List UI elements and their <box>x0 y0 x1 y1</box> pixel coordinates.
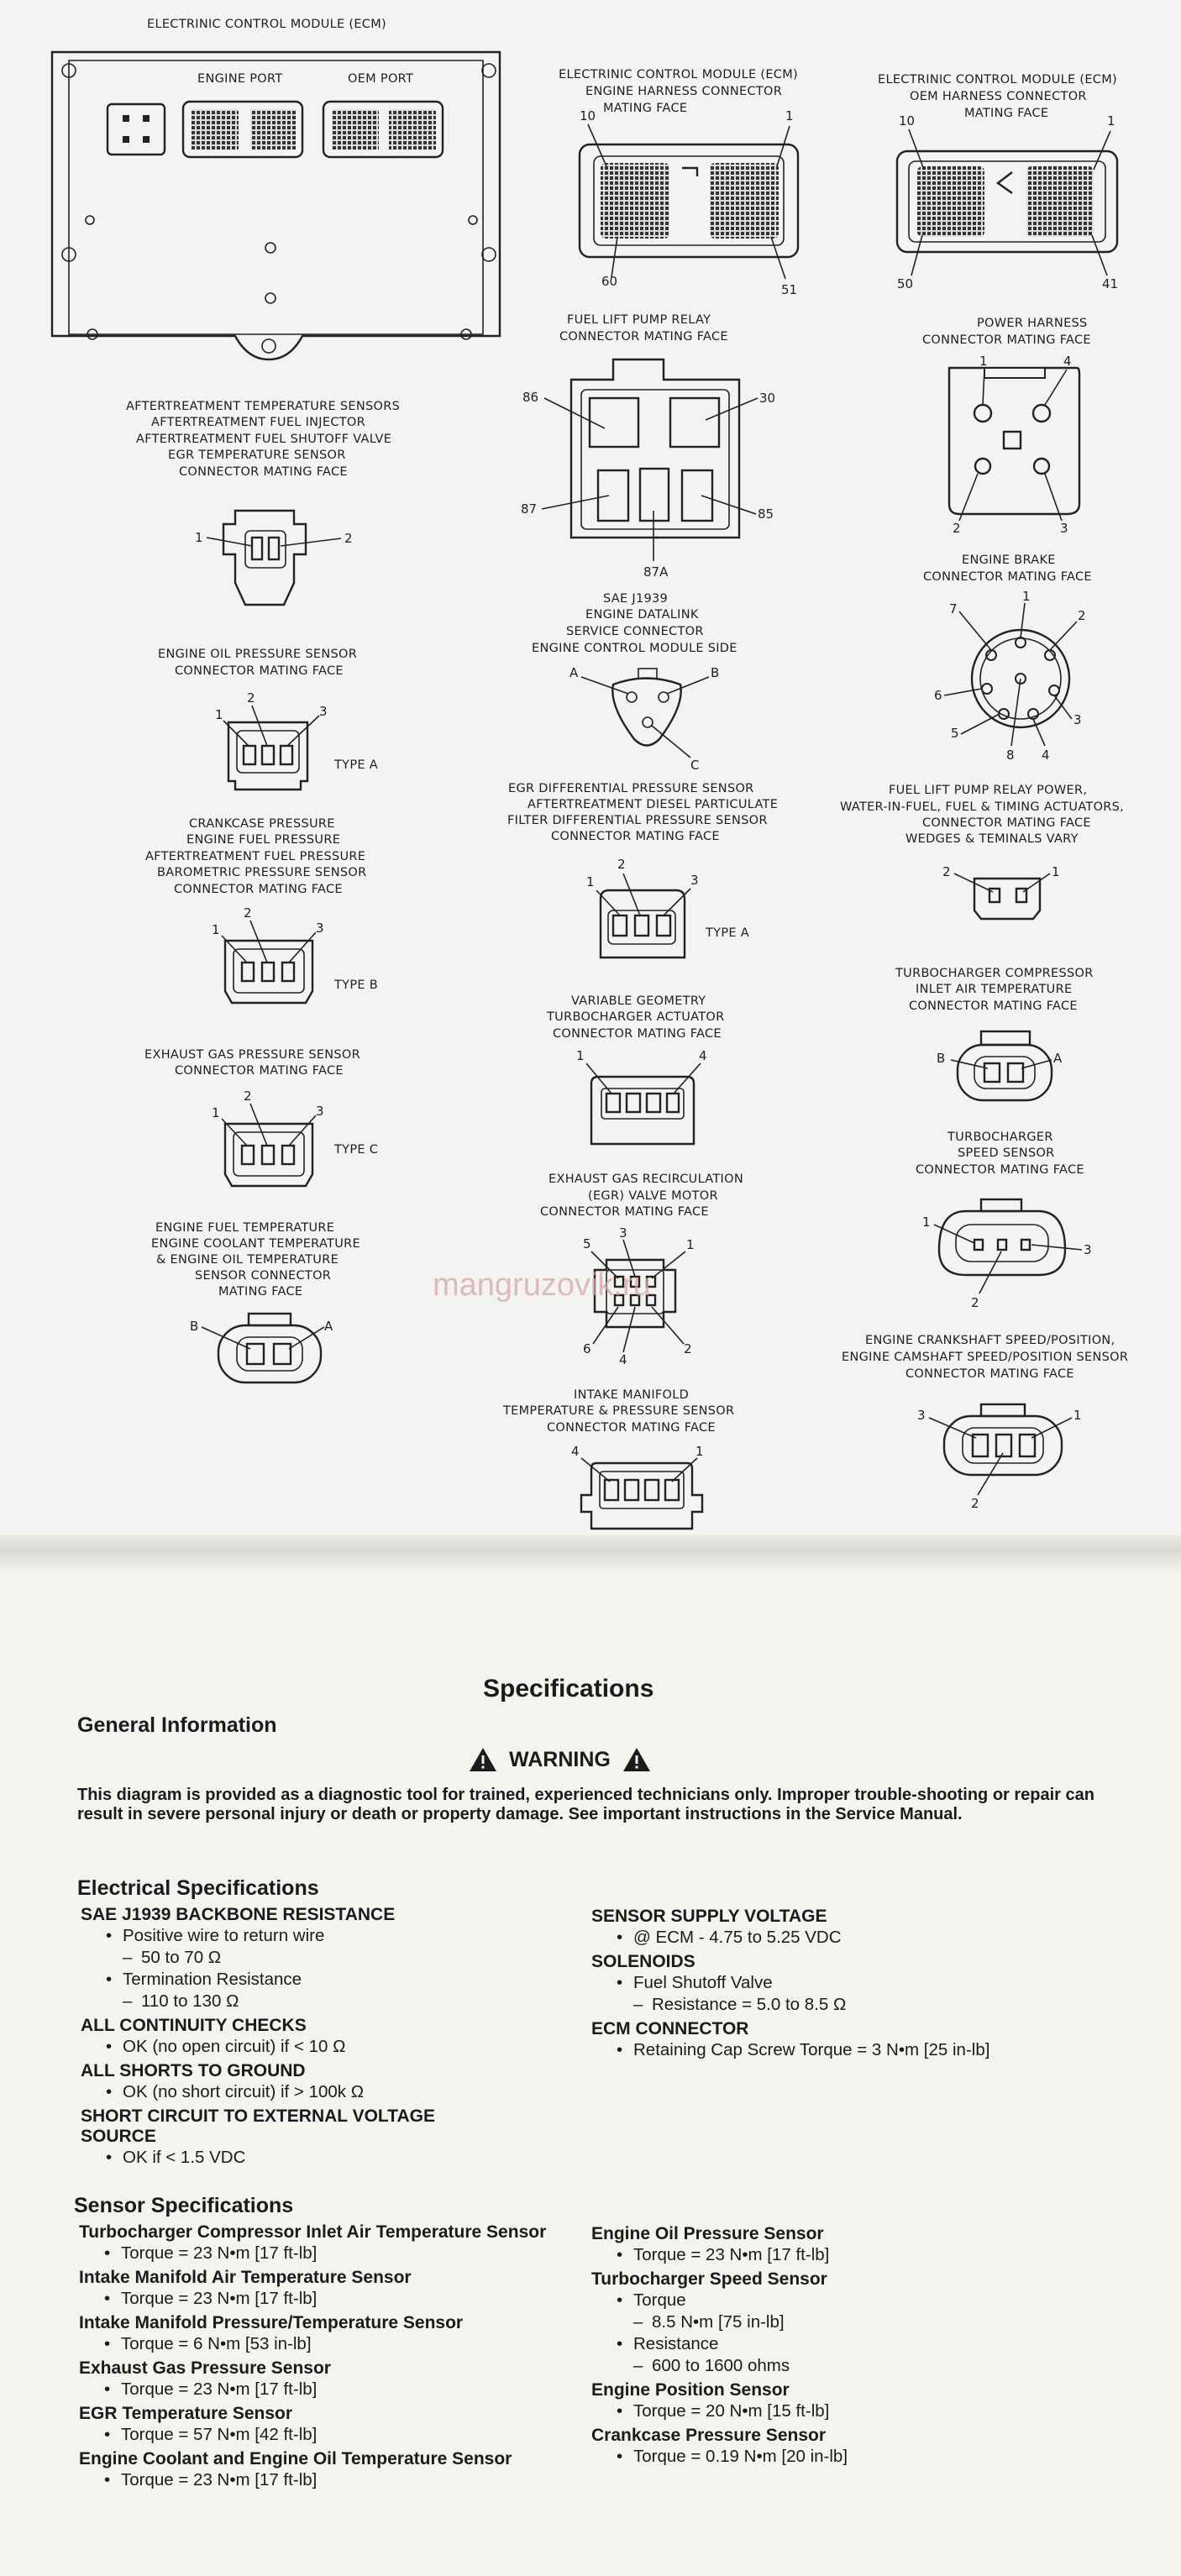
svg-text:ENGINE CONTROL MODULE SIDE: ENGINE CONTROL MODULE SIDE <box>532 642 737 655</box>
spec-bullet: • Termination Resistance <box>106 1970 302 1989</box>
bullet-icon: • <box>617 2245 623 2264</box>
svg-text:A: A <box>1053 1051 1063 1066</box>
svg-text:60: 60 <box>601 274 618 289</box>
svg-text:INTAKE MANIFOLD: INTAKE MANIFOLD <box>574 1388 690 1402</box>
svg-text:51: 51 <box>781 282 798 297</box>
svg-text:ENGINE FUEL PRESSURE: ENGINE FUEL PRESSURE <box>186 833 341 847</box>
vgt-actuator-connector <box>546 994 724 1144</box>
svg-text:1: 1 <box>215 707 223 722</box>
dash-icon: – <box>633 2356 643 2375</box>
svg-text:ENGINE BRAKE: ENGINE BRAKE <box>962 553 1056 567</box>
fuel-lift-relay-connector <box>521 313 775 580</box>
spec-bullet: • Torque = 23 N•m [17 ft-lb] <box>104 2243 318 2263</box>
svg-text:2: 2 <box>684 1341 692 1356</box>
svg-text:41: 41 <box>1102 276 1119 291</box>
svg-text:ENGINE COOLANT TEMPERATURE: ENGINE COOLANT TEMPERATURE <box>151 1237 360 1251</box>
svg-text:87: 87 <box>521 501 538 517</box>
bullet-icon: • <box>104 2243 111 2263</box>
warning-text: This diagram is provided as a diagnostic tool for trained, experienced technicians only. Improper trouble-shooting or repair can result in severe personal injury or death or property damage. See important instructions in the Service Manual. <box>77 1786 1094 1823</box>
spec-heading: SAE J1939 BACKBONE RESISTANCE <box>81 1905 396 1924</box>
spec-heading: SHORT CIRCUIT TO EXTERNAL VOLTAGE SOURCE <box>81 2106 435 2146</box>
spec-bullet: • Positive wire to return wire <box>106 1926 325 1945</box>
svg-text:2: 2 <box>971 1295 979 1310</box>
specs-title: Specifications <box>483 1675 654 1702</box>
svg-text:(EGR) VALVE MOTOR: (EGR) VALVE MOTOR <box>588 1189 718 1203</box>
exhaust-gas-pressure-connector <box>144 1048 378 1186</box>
spec-bullet: • Resistance <box>617 2334 719 2353</box>
spec-bullet: • Torque <box>617 2290 686 2310</box>
bullet-icon: • <box>104 2289 111 2308</box>
svg-text:ENGINE CAMSHAFT SPEED/POSITION: ENGINE CAMSHAFT SPEED/POSITION SENSOR <box>842 1351 1129 1364</box>
spec-bullet: • OK (no open circuit) if < 10 Ω <box>106 2037 346 2056</box>
svg-text:50: 50 <box>897 276 914 291</box>
egr-diff-pressure-connector <box>507 782 778 957</box>
bullet-icon: • <box>617 2334 623 2353</box>
page-fold <box>0 1535 1181 1572</box>
spec-bullet: • OK if < 1.5 VDC <box>106 2148 246 2167</box>
spec-heading: ALL CONTINUITY CHECKS <box>81 2016 307 2035</box>
svg-text:1: 1 <box>686 1237 695 1252</box>
svg-text:3: 3 <box>619 1225 627 1241</box>
oem-port-label: OEM PORT <box>348 72 414 86</box>
svg-text:TURBOCHARGER ACTUATOR: TURBOCHARGER ACTUATOR <box>547 1010 725 1024</box>
sensor-specs-right <box>591 2224 1104 2468</box>
svg-text:AFTERTREATMENT FUEL INJECTOR: AFTERTREATMENT FUEL INJECTOR <box>151 416 366 429</box>
svg-text:CONNECTOR MATING FACE: CONNECTOR MATING FACE <box>922 816 1091 830</box>
spec-detail: – 110 to 130 Ω <box>123 1991 239 2011</box>
svg-text:CONNECTOR MATING FACE: CONNECTOR MATING FACE <box>559 330 728 344</box>
spec-heading: Intake Manifold Air Temperature Sensor <box>79 2268 412 2287</box>
svg-text:2: 2 <box>953 521 961 536</box>
bullet-icon: • <box>617 1973 623 1992</box>
fuel-lift-power-connector <box>840 784 1124 919</box>
spec-heading: ALL SHORTS TO GROUND <box>81 2061 306 2080</box>
general-info-heading: General Information <box>77 1713 277 1737</box>
svg-text:FILTER DIFFERENTIAL PRESSURE S: FILTER DIFFERENTIAL PRESSURE SENSOR <box>507 814 768 827</box>
fuel-temperature-connector <box>151 1221 360 1382</box>
svg-text:6: 6 <box>583 1341 591 1356</box>
bullet-icon: • <box>106 2148 113 2167</box>
bullet-icon: • <box>104 2379 111 2399</box>
svg-text:SPEED SENSOR: SPEED SENSOR <box>958 1146 1055 1160</box>
bullet-icon: • <box>104 2425 111 2444</box>
dash-icon: – <box>633 2312 643 2332</box>
svg-text:TURBOCHARGER: TURBOCHARGER <box>947 1131 1053 1144</box>
svg-text:2: 2 <box>344 531 353 546</box>
svg-text:AFTERTREATMENT FUEL SHUTOFF VA: AFTERTREATMENT FUEL SHUTOFF VALVE <box>136 433 392 446</box>
spec-heading: Turbocharger Compressor Inlet Air Temperature Sensor <box>79 2222 547 2242</box>
svg-text:3: 3 <box>690 873 699 888</box>
electrical-specs-left <box>81 1905 509 2169</box>
svg-text:1: 1 <box>1073 1408 1082 1423</box>
svg-text:CONNECTOR MATING FACE: CONNECTOR MATING FACE <box>916 1163 1084 1177</box>
svg-text:10: 10 <box>580 108 596 123</box>
svg-text:8: 8 <box>1006 748 1015 763</box>
svg-text:CONNECTOR MATING FACE: CONNECTOR MATING FACE <box>547 1421 716 1435</box>
intake-manifold-connector <box>502 1388 734 1529</box>
svg-text:OEM HARNESS CONNECTOR: OEM HARNESS CONNECTOR <box>910 90 1087 103</box>
bullet-icon: • <box>106 2082 113 2101</box>
svg-text:1: 1 <box>979 354 988 369</box>
svg-text:3: 3 <box>1084 1242 1092 1257</box>
svg-text:TEMPERATURE & PRESSURE SENSOR: TEMPERATURE & PRESSURE SENSOR <box>503 1404 735 1418</box>
svg-text:2: 2 <box>971 1496 979 1511</box>
spec-heading: Exhaust Gas Pressure Sensor <box>79 2358 331 2378</box>
svg-text:B: B <box>711 665 720 680</box>
engine-harness-connector <box>559 68 798 297</box>
svg-text:TYPE A: TYPE A <box>334 758 378 772</box>
spec-bullet: • Torque = 23 N•m [17 ft-lb] <box>617 2245 830 2264</box>
svg-text:ENGINE HARNESS CONNECTOR: ENGINE HARNESS CONNECTOR <box>585 85 783 98</box>
svg-text:3: 3 <box>316 921 324 936</box>
bullet-icon: • <box>106 1970 113 1989</box>
svg-text:87A: 87A <box>643 564 669 580</box>
svg-text:4: 4 <box>1063 354 1072 369</box>
svg-text:AFTERTREATMENT TEMPERATURE SEN: AFTERTREATMENT TEMPERATURE SENSORS <box>126 400 401 413</box>
svg-text:2: 2 <box>942 864 951 879</box>
oil-pressure-connector <box>158 648 378 790</box>
svg-text:7: 7 <box>949 601 958 616</box>
svg-text:1: 1 <box>212 1105 220 1120</box>
svg-text:ENGINE OIL PRESSURE SENSOR: ENGINE OIL PRESSURE SENSOR <box>158 648 358 661</box>
svg-text:85: 85 <box>758 506 774 522</box>
spec-bullet: • OK (no short circuit) if > 100k Ω <box>106 2082 365 2101</box>
svg-text:B: B <box>190 1319 199 1334</box>
svg-text:2: 2 <box>247 690 255 706</box>
svg-text:A: A <box>570 665 579 680</box>
svg-text:CRANKCASE PRESSURE: CRANKCASE PRESSURE <box>189 817 335 831</box>
svg-text:INLET AIR TEMPERATURE: INLET AIR TEMPERATURE <box>916 983 1073 996</box>
svg-text:3: 3 <box>1060 521 1068 536</box>
svg-text:30: 30 <box>759 391 776 406</box>
spec-bullet: • Torque = 23 N•m [17 ft-lb] <box>104 2470 318 2489</box>
svg-text:CONNECTOR MATING FACE: CONNECTOR MATING FACE <box>909 999 1078 1013</box>
spec-detail: – 8.5 N•m [75 in-lb] <box>633 2312 785 2332</box>
crankcase-pressure-connector <box>145 817 378 1003</box>
engine-port-label: ENGINE PORT <box>197 72 283 86</box>
svg-text:AFTERTREATMENT DIESEL PARTICUL: AFTERTREATMENT DIESEL PARTICULATE <box>528 798 779 811</box>
svg-text:4: 4 <box>571 1444 580 1459</box>
warning-label: WARNING <box>509 1747 611 1771</box>
spec-bullet: • Torque = 57 N•m [42 ft-lb] <box>104 2425 318 2444</box>
svg-text:WATER-IN-FUEL, FUEL & TIMING A: WATER-IN-FUEL, FUEL & TIMING ACTUATORS, <box>840 800 1125 814</box>
dash-icon: – <box>633 1995 643 2014</box>
svg-text:1: 1 <box>785 108 794 123</box>
svg-text:& ENGINE OIL TEMPERATURE: & ENGINE OIL TEMPERATURE <box>156 1253 339 1267</box>
svg-text:5: 5 <box>583 1236 591 1251</box>
svg-text:CONNECTOR MATING FACE: CONNECTOR MATING FACE <box>905 1367 1074 1381</box>
ecm-module <box>52 18 500 359</box>
svg-text:CONNECTOR MATING FACE: CONNECTOR MATING FACE <box>553 1027 722 1041</box>
svg-text:6: 6 <box>934 688 942 703</box>
spec-detail: – 600 to 1600 ohms <box>633 2356 790 2375</box>
svg-text:ELECTRINIC CONTROL MODULE (ECM: ELECTRINIC CONTROL MODULE (ECM) <box>559 68 798 81</box>
bullet-icon: • <box>106 1926 113 1945</box>
spec-heading: Crankcase Pressure Sensor <box>591 2426 826 2445</box>
j1939-datalink-connector <box>532 592 737 773</box>
svg-text:1: 1 <box>695 1444 704 1459</box>
power-harness-connector <box>922 317 1091 536</box>
turbo-inlet-temp-connector <box>895 967 1094 1100</box>
svg-text:VARIABLE GEOMETRY: VARIABLE GEOMETRY <box>571 994 706 1008</box>
svg-text:EGR TEMPERATURE SENSOR: EGR TEMPERATURE SENSOR <box>168 449 346 462</box>
svg-text:3: 3 <box>319 704 328 719</box>
svg-text:10: 10 <box>899 113 916 129</box>
svg-text:TURBOCHARGER COMPRESSOR: TURBOCHARGER COMPRESSOR <box>895 967 1094 980</box>
sensor-specs-left <box>79 2222 549 2491</box>
svg-text:1: 1 <box>1052 864 1060 879</box>
spec-heading: Engine Position Sensor <box>591 2380 790 2400</box>
bullet-icon: • <box>617 2040 623 2059</box>
spec-heading: Engine Coolant and Engine Oil Temperature Sensor <box>79 2449 512 2468</box>
svg-text:EGR DIFFERENTIAL PRESSURE SENS: EGR DIFFERENTIAL PRESSURE SENSOR <box>508 782 754 795</box>
svg-text:MATING FACE: MATING FACE <box>964 107 1049 120</box>
svg-text:EXHAUST GAS RECIRCULATION: EXHAUST GAS RECIRCULATION <box>549 1173 743 1186</box>
sensor-specs-heading: Sensor Specifications <box>74 2194 294 2217</box>
svg-text:CONNECTOR MATING FACE: CONNECTOR MATING FACE <box>922 333 1091 347</box>
bullet-icon: • <box>104 2470 111 2489</box>
svg-text:POWER HARNESS: POWER HARNESS <box>977 317 1088 330</box>
oem-harness-connector <box>878 73 1118 291</box>
svg-text:1: 1 <box>922 1215 931 1230</box>
spec-bullet: • @ ECM - 4.75 to 5.25 VDC <box>617 1928 842 1947</box>
spec-bullet: • Torque = 20 N•m [15 ft-lb] <box>617 2401 830 2421</box>
svg-text:FUEL LIFT PUMP RELAY POWER,: FUEL LIFT PUMP RELAY POWER, <box>889 784 1088 797</box>
bullet-icon: • <box>617 2401 623 2421</box>
dash-icon: – <box>123 1991 133 2011</box>
svg-text:CONNECTOR MATING FACE: CONNECTOR MATING FACE <box>551 830 720 843</box>
spec-heading: Intake Manifold Pressure/Temperature Sensor <box>79 2313 464 2332</box>
watermark: mangruzovik.ru <box>433 1267 651 1303</box>
svg-text:A: A <box>324 1319 333 1334</box>
spec-bullet: • Fuel Shutoff Valve <box>617 1973 773 1992</box>
svg-text:ENGINE CRANKSHAFT SPEED/POSITI: ENGINE CRANKSHAFT SPEED/POSITION, <box>865 1334 1115 1347</box>
svg-text:ENGINE DATALINK: ENGINE DATALINK <box>585 608 699 622</box>
svg-text:MATING FACE: MATING FACE <box>603 102 688 115</box>
svg-text:2: 2 <box>244 1089 252 1104</box>
spec-heading: SENSOR SUPPLY VOLTAGE <box>591 1907 827 1926</box>
svg-text:5: 5 <box>951 726 959 741</box>
svg-text:CONNECTOR MATING FACE: CONNECTOR MATING FACE <box>179 465 348 479</box>
svg-text:BAROMETRIC PRESSURE SENSOR: BAROMETRIC PRESSURE SENSOR <box>157 866 367 879</box>
svg-text:FUEL LIFT PUMP RELAY: FUEL LIFT PUMP RELAY <box>567 313 711 327</box>
svg-text:1: 1 <box>195 530 203 545</box>
svg-text:ELECTRINIC CONTROL MODULE (ECM: ELECTRINIC CONTROL MODULE (ECM) <box>878 73 1117 87</box>
turbo-speed-sensor-connector <box>916 1131 1092 1310</box>
svg-text:WEDGES & TEMINALS VARY: WEDGES & TEMINALS VARY <box>905 832 1079 846</box>
svg-text:TYPE A: TYPE A <box>706 926 749 940</box>
spec-heading: ECM CONNECTOR <box>591 2019 749 2038</box>
crankshaft-speed-connector <box>842 1334 1128 1511</box>
spec-bullet: • Torque = 23 N•m [17 ft-lb] <box>104 2379 318 2399</box>
specifications-section <box>0 1572 1181 2576</box>
spec-bullet: • Torque = 0.19 N•m [20 in-lb] <box>617 2447 848 2466</box>
svg-text:2: 2 <box>244 905 252 921</box>
svg-text:1: 1 <box>586 874 595 889</box>
svg-text:86: 86 <box>522 390 539 405</box>
aftertreatment-temp-connector <box>126 400 400 605</box>
svg-text:SAE J1939: SAE J1939 <box>603 592 669 606</box>
electrical-specs-heading: Electrical Specifications <box>77 1876 319 1900</box>
svg-text:AFTERTREATMENT FUEL PRESSURE: AFTERTREATMENT FUEL PRESSURE <box>145 850 366 863</box>
svg-text:1: 1 <box>1107 113 1115 129</box>
bullet-icon: • <box>617 2290 623 2310</box>
svg-text:3: 3 <box>1073 712 1082 727</box>
warning-icon <box>622 1747 651 1772</box>
spec-heading: EGR Temperature Sensor <box>79 2404 293 2423</box>
svg-text:1: 1 <box>1022 589 1031 604</box>
svg-text:TYPE B: TYPE B <box>334 978 378 992</box>
spec-detail: – 50 to 70 Ω <box>123 1948 222 1967</box>
spec-bullet: • Torque = 6 N•m [53 in-lb] <box>104 2334 312 2353</box>
svg-text:4: 4 <box>699 1048 707 1063</box>
svg-text:4: 4 <box>1042 748 1050 763</box>
warning-icon <box>469 1747 497 1772</box>
svg-text:CONNECTOR MATING FACE: CONNECTOR MATING FACE <box>175 1064 344 1078</box>
engine-brake-connector <box>923 553 1092 763</box>
warning-banner <box>469 1747 651 1772</box>
svg-text:CONNECTOR MATING FACE: CONNECTOR MATING FACE <box>540 1205 709 1219</box>
svg-text:2: 2 <box>617 857 626 872</box>
svg-text:SENSOR CONNECTOR: SENSOR CONNECTOR <box>195 1269 332 1283</box>
svg-text:2: 2 <box>1078 608 1086 623</box>
spec-heading: SOLENOIDS <box>591 1952 695 1971</box>
svg-text:CONNECTOR MATING FACE: CONNECTOR MATING FACE <box>923 570 1092 584</box>
bullet-icon: • <box>106 2037 113 2056</box>
svg-text:B: B <box>937 1051 946 1066</box>
svg-text:EXHAUST GAS PRESSURE SENSOR: EXHAUST GAS PRESSURE SENSOR <box>144 1048 361 1062</box>
svg-text:MATING FACE: MATING FACE <box>218 1285 303 1298</box>
svg-text:CONNECTOR MATING FACE: CONNECTOR MATING FACE <box>175 664 344 678</box>
svg-text:CONNECTOR MATING FACE: CONNECTOR MATING FACE <box>174 883 343 896</box>
spec-bullet: • Retaining Cap Screw Torque = 3 N•m [25 in-lb] <box>617 2040 990 2059</box>
spec-detail: – Resistance = 5.0 to 8.5 Ω <box>633 1995 847 2014</box>
bullet-icon: • <box>617 2447 623 2466</box>
svg-text:3: 3 <box>316 1104 324 1119</box>
svg-text:C: C <box>690 758 700 773</box>
svg-text:SERVICE CONNECTOR: SERVICE CONNECTOR <box>566 625 704 638</box>
svg-text:ENGINE FUEL TEMPERATURE: ENGINE FUEL TEMPERATURE <box>155 1221 335 1235</box>
spec-heading: Engine Oil Pressure Sensor <box>591 2224 824 2243</box>
svg-text:4: 4 <box>619 1352 627 1367</box>
electrical-specs-right <box>591 1907 1104 2061</box>
spec-bullet: • Torque = 23 N•m [17 ft-lb] <box>104 2289 318 2308</box>
spec-heading: Turbocharger Speed Sensor <box>591 2269 827 2289</box>
bullet-icon: • <box>617 1928 623 1947</box>
ecm-title: ELECTRINIC CONTROL MODULE (ECM) <box>147 18 386 31</box>
svg-text:TYPE C: TYPE C <box>334 1143 379 1157</box>
dash-icon: – <box>123 1948 133 1967</box>
svg-text:3: 3 <box>917 1408 926 1423</box>
svg-text:1: 1 <box>576 1048 585 1063</box>
bullet-icon: • <box>104 2334 111 2353</box>
svg-text:1: 1 <box>212 922 220 937</box>
